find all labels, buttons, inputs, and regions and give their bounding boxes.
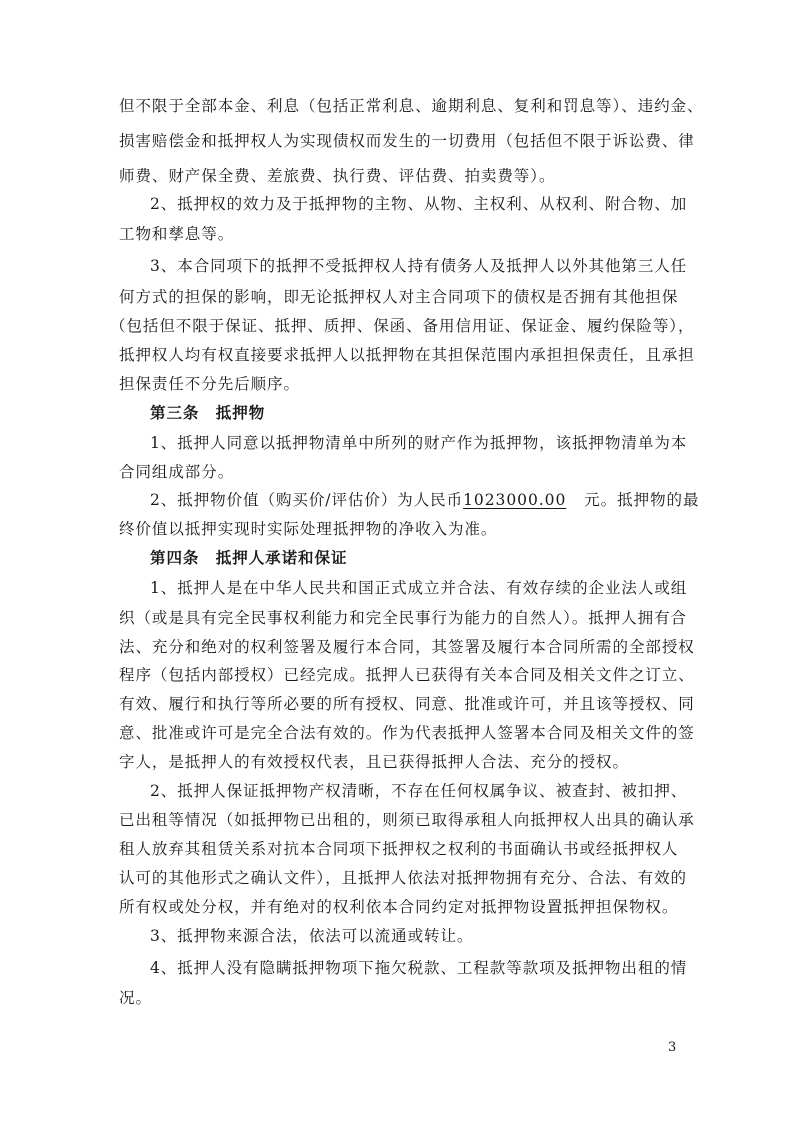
price-suffix: 元。抵押物的最 — [584, 491, 700, 509]
text-line: 认可的其他形式之确认文件），且抵押人依法对抵押物拥有充分、合法、有效的 — [119, 869, 688, 887]
text-line: 2、抵押权的效力及于抵押物的主物、从物、主权利、从权利、附合物、加 — [150, 195, 688, 213]
text-line: 况。 — [119, 989, 152, 1007]
text-line: 程序（包括内部授权）已经完成。抵押人已获得有关本合同及相关文件之订立、 — [119, 666, 695, 684]
text-line: 1、抵押人是在中华人民共和国正式成立并合法、有效存续的企业法人或组 — [150, 579, 688, 597]
text-line: 但不限于全部本金、利息（包括正常利息、逾期利息、复利和罚息等）、违约金、 — [119, 97, 704, 115]
text-line: 有效、履行和执行等所必要的所有授权、同意、批准或许可，并且该等授权、同 — [119, 695, 695, 713]
text-line: 抵押权人均有权直接要求抵押人以抵押物在其担保范围内承担担保责任，且承担 — [119, 346, 695, 364]
text-line: 1、抵押人同意以抵押物清单中所列的财产作为抵押物，该抵押物清单为本 — [150, 434, 688, 452]
text-line: 已出租等情况（如抵押物已出租的，则须已取得承租人向抵押权人出具的确认承 — [119, 811, 695, 829]
text-line: 工物和孳息等。 — [119, 225, 235, 243]
text-line: 租人放弃其租赁关系对抗本合同项下抵押权之权利的书面确认书或经抵押权人 — [119, 840, 679, 858]
text-line: 字人，是抵押人的有效授权代表，且已获得抵押人合法、充分的授权。 — [119, 753, 629, 771]
text-line: 法、充分和绝对的权利签署及履行本合同，其签署及履行本合同所需的全部授权 — [119, 638, 695, 656]
text-line: 4、抵押人没有隐瞒抵押物项下拖欠税款、工程款等款项及抵押物出租的情 — [150, 959, 688, 977]
section-heading-article-3: 第三条 抵押物 — [150, 403, 266, 422]
text-line: 合同组成部分。 — [119, 463, 235, 481]
text-line: 所有权或处分权，并有绝对的权利依本合同约定对抵押物设置抵押担保物权。 — [119, 898, 679, 916]
text-line: 3、抵押物来源合法，依法可以流通或转让。 — [150, 927, 474, 945]
text-line: 3、本合同项下的抵押不受抵押权人持有债务人及抵押人以外其他第三人任 — [150, 257, 688, 275]
text-line: 2、抵押人保证抵押物产权清晰，不存在任何权属争议、被查封、被扣押、 — [150, 782, 688, 800]
page-number: 3 — [668, 1040, 677, 1055]
text-line: 意、批准或许可是完全合法有效的。作为代表抵押人签署本合同及相关文件的签 — [119, 724, 695, 742]
price-prefix: 2、抵押物价值（购买价/评估价）为人民币 — [150, 491, 464, 509]
text-line: （包括但不限于保证、抵押、质押、保函、备用信用证、保证金、履约保险等）， — [110, 317, 695, 335]
text-line — [150, 490, 699, 510]
text-line: 损害赔偿金和抵押权人为实现债权而发生的一切费用（包括但不限于诉讼费、律 — [119, 132, 695, 150]
text-line: 师费、财产保全费、差旅费、执行费、评估费、拍卖费等）。 — [119, 167, 556, 185]
text-line: 担保责任不分先后顺序。 — [119, 375, 300, 393]
price-value: 1023000.00 — [463, 491, 567, 509]
text-line: 织（或是具有完全民事权利能力和完全民事行为能力的自然人）。抵押人拥有合 — [119, 609, 688, 627]
text-line: 何方式的担保的影响，即无论抵押权人对主合同项下的债权是否拥有其他担保 — [119, 288, 679, 306]
text-line: 终价值以抵押实现时实际处理抵押物的净收入为准。 — [119, 520, 498, 538]
section-heading-article-4: 第四条 抵押人承诺和保证 — [150, 548, 348, 567]
